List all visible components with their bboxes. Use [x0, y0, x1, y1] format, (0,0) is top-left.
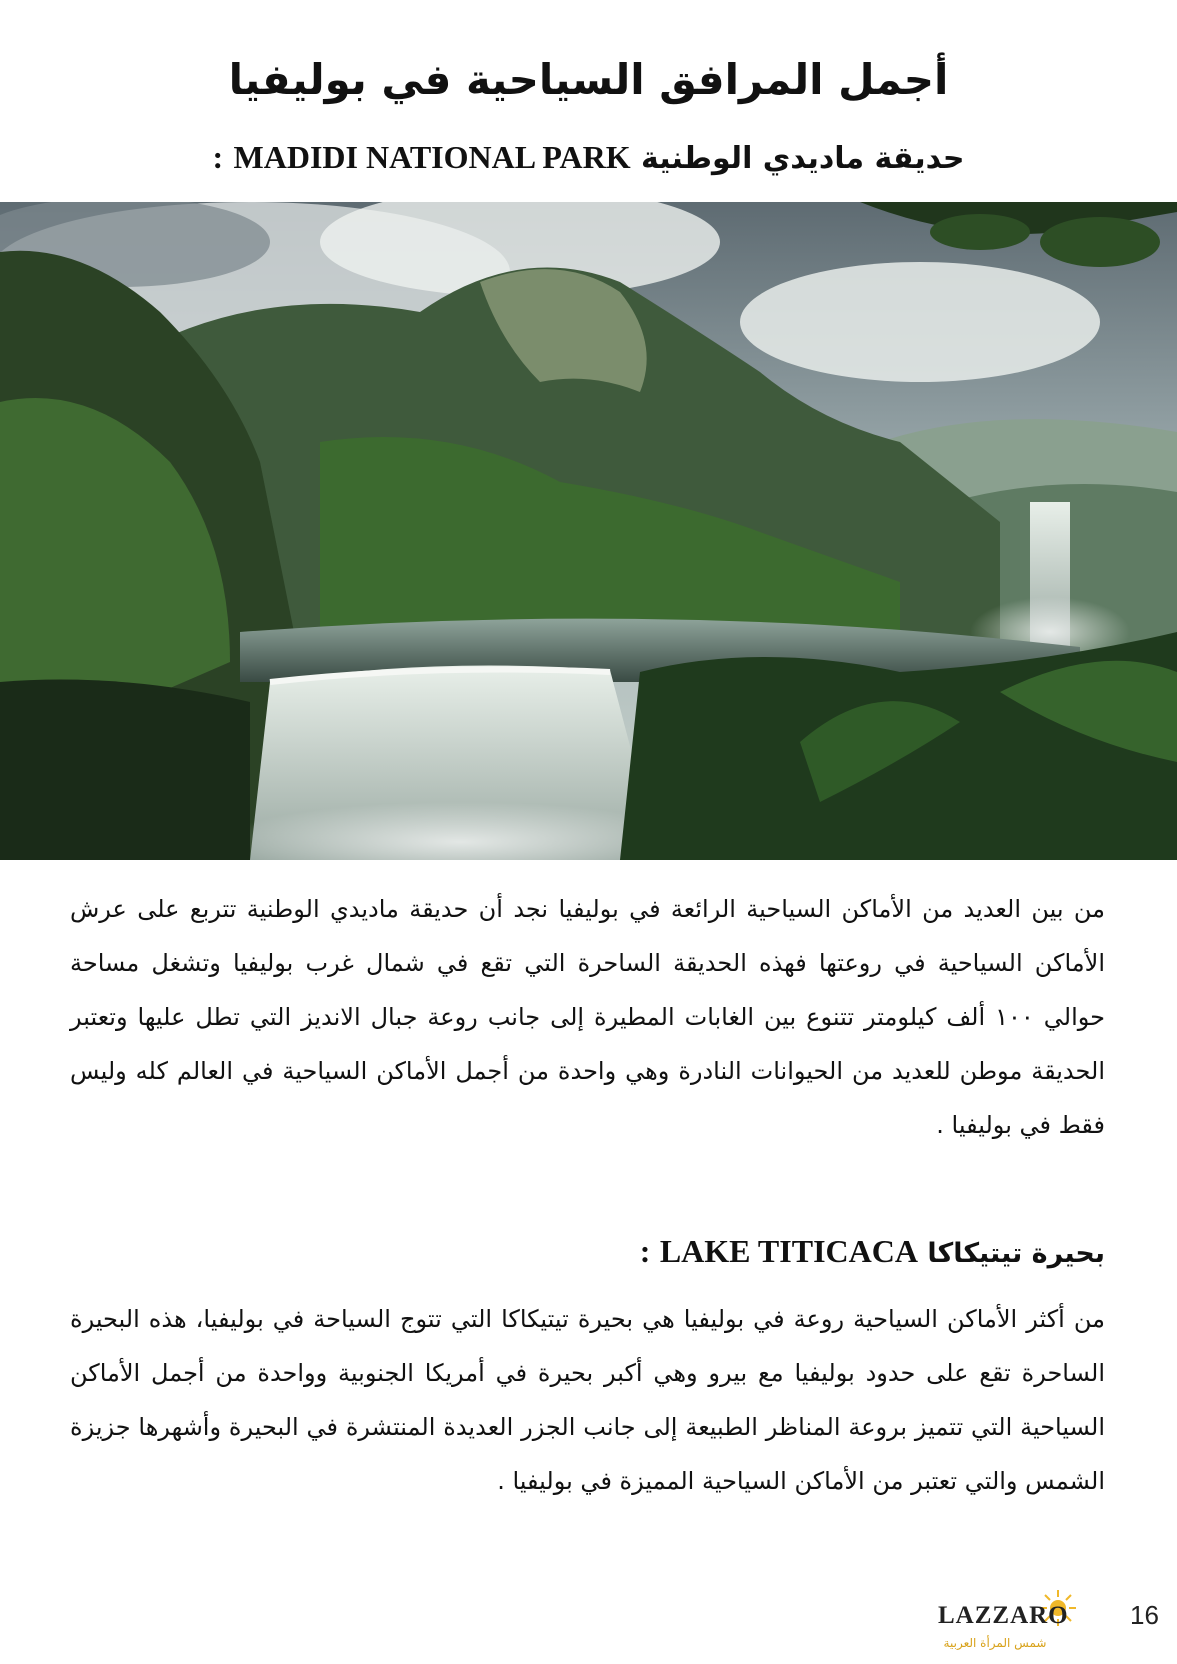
page-title: أجمل المرافق السياحية في بوليفيا [228, 55, 949, 104]
section2-heading-colon: : [639, 1233, 651, 1269]
section1-body: من بين العديد من الأماكن السياحية الرائعة في بوليفيا نجد أن حديقة ماديدي الوطنية تتربع على عرش الأماكن السياحية في روعتها فهذه الحديقة الساحرة التي تقع في شمال غرب بوليفيا وتشغل مساحة حوالي ١٠٠ ألف كيلومتر تتنوع بين الغابات المطيرة إلى جانب روعة جبال الانديز التي تطل عليها وتعتبر الحديقة موطن للعديد من الحيوانات النادرة وهي واحدة من أجمل الأماكن السياحية في العالم كله وليس فقط في بوليفيا . [70, 895, 1105, 1139]
section1-heading [0, 138, 1177, 177]
madidi-park-photo [0, 202, 1177, 860]
lazzaro-logo [930, 1596, 1095, 1656]
section2-body: من أكثر الأماكن السياحية روعة في بوليفيا هي بحيرة تيتيكاكا التي تتوج السياحة في بوليفيا، هذه البحيرة الساحرة تقع على حدود بوليفيا مع بيرو وهي أكبر بحيرة في أمريكا الجنوبية وواحدة من أجمل الأماكن السياحية التي تتميز بروعة المناظر الطبيعة إلى جانب الجزر العديدة المنتشرة في البحيرة وأشهرها جزيزة الشمس والتي تعتبر من الأماكن السياحية المميزة في بوليفيا . [70, 1305, 1105, 1495]
section1-heading-ar: حديقة ماديدي الوطنية [641, 141, 965, 176]
logo-tagline: شمس المرأة العربية [943, 1636, 1047, 1650]
section2-heading-en: LAKE TITICACA [659, 1233, 918, 1269]
page-number: 16 [1130, 1600, 1159, 1630]
section1-heading-colon: : [212, 139, 224, 175]
section2-heading-ar: بحيرة تيتيكاكا [927, 1238, 1105, 1269]
section2-heading [70, 1232, 1105, 1270]
section1-heading-en: MADIDI NATIONAL PARK [233, 139, 631, 175]
logo-text: LAZZARO [938, 1602, 1069, 1629]
